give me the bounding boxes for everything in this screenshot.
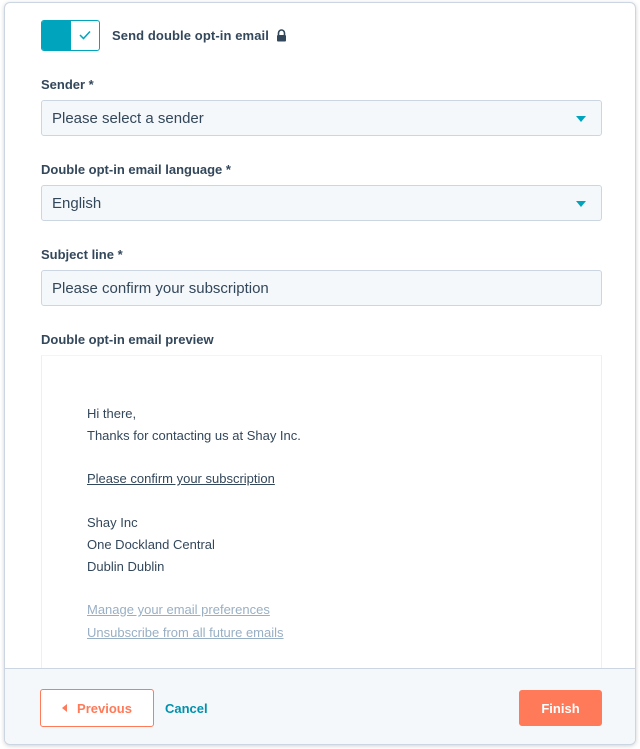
lock-icon (276, 29, 287, 42)
language-select[interactable] (41, 185, 602, 221)
sender-select[interactable] (41, 100, 602, 136)
double-opt-in-toggle[interactable] (41, 20, 100, 51)
sender-label: Sender * (41, 77, 94, 92)
preview-greeting: Hi there, (87, 406, 137, 421)
toggle-on-track (42, 21, 71, 50)
finish-button[interactable]: Finish (519, 690, 602, 726)
double-opt-in-toggle-row (41, 19, 287, 51)
subject-input-value: Please confirm your subscription (52, 279, 269, 297)
email-preview (41, 355, 602, 673)
caret-down-icon (576, 116, 586, 122)
dialog-footer (5, 668, 635, 745)
manage-preferences-link[interactable]: Manage your email preferences (87, 602, 270, 617)
checkmark-icon (79, 30, 91, 40)
preview-address1: One Dockland Central (87, 537, 215, 552)
toggle-knob (71, 21, 99, 50)
preview-address2: Dublin Dublin (87, 559, 165, 574)
previous-button[interactable] (40, 689, 154, 727)
preview-label: Double opt-in email preview (41, 332, 214, 347)
confirm-subscription-link[interactable]: Please confirm your subscription (87, 471, 275, 486)
cancel-button[interactable]: Cancel (165, 700, 208, 716)
unsubscribe-link[interactable]: Unsubscribe from all future emails (87, 625, 284, 640)
language-label: Double opt-in email language * (41, 162, 231, 177)
dialog-panel (4, 2, 636, 745)
subject-label: Subject line * (41, 247, 123, 262)
subject-input[interactable] (41, 270, 602, 306)
sender-select-value: Please select a sender (52, 109, 204, 127)
toggle-label: Send double opt-in email (112, 27, 269, 43)
previous-button-label: Previous (77, 700, 132, 716)
caret-down-icon (576, 201, 586, 207)
preview-intro: Thanks for contacting us at Shay Inc. (87, 428, 301, 443)
language-select-value: English (52, 194, 102, 212)
preview-company: Shay Inc (87, 515, 138, 530)
caret-left-icon (62, 704, 67, 712)
